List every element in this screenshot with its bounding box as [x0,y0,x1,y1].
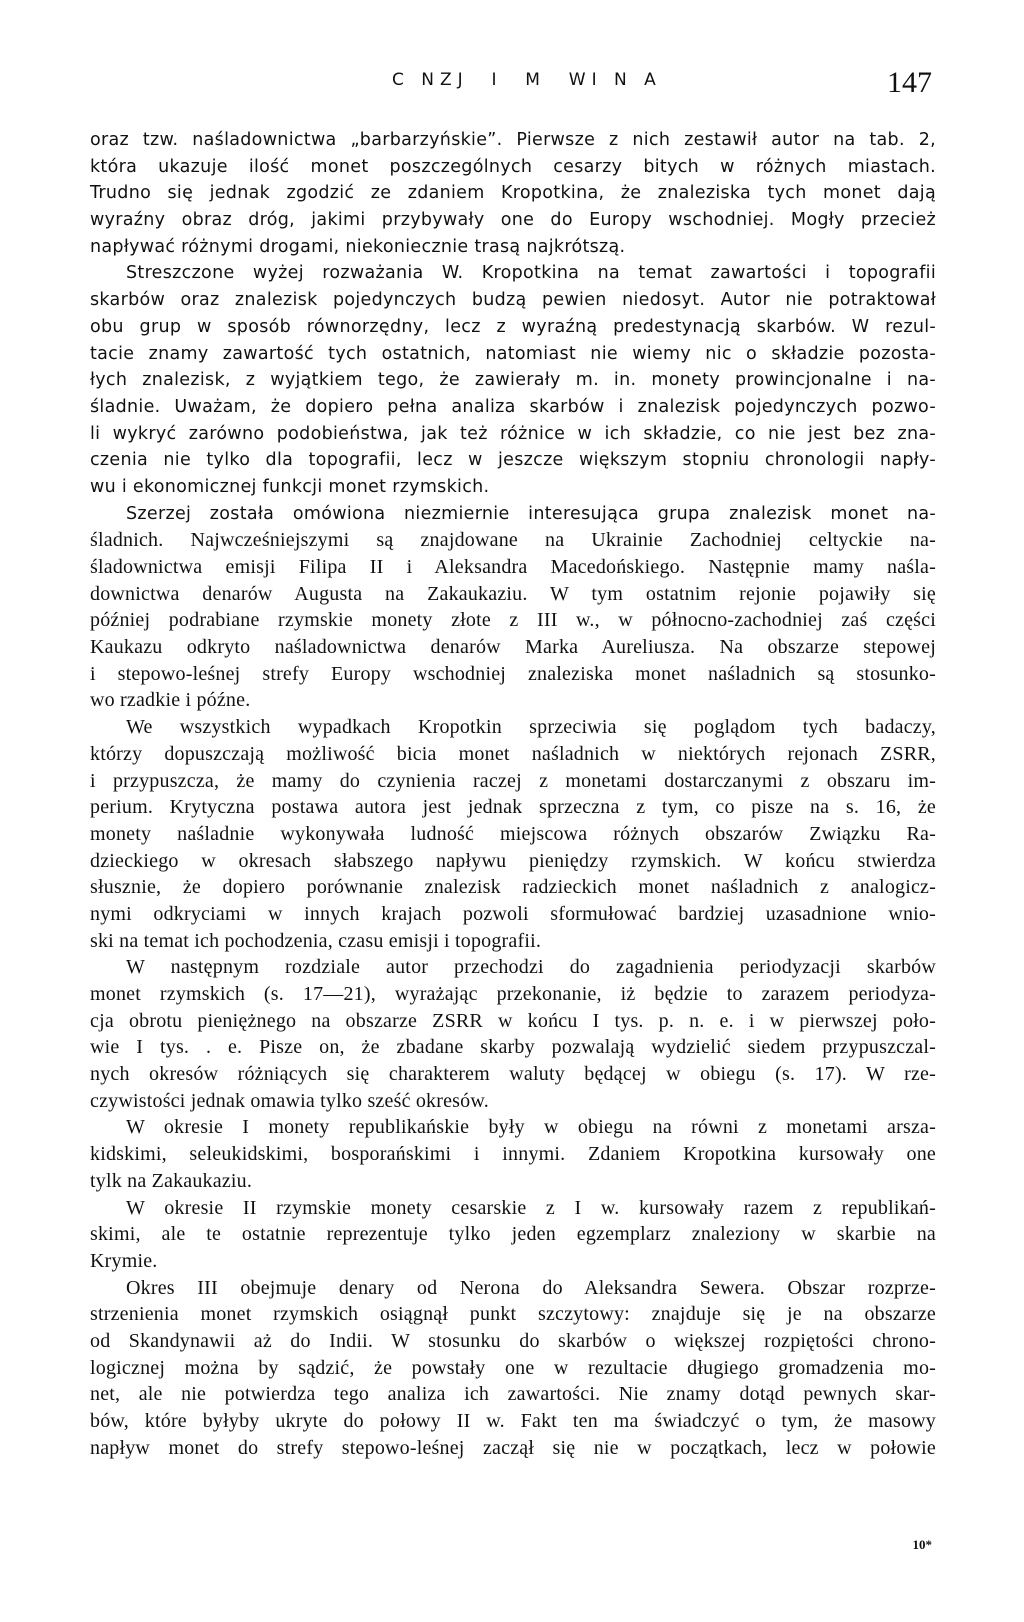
text-line: śladnie. Uważam, że dopiero pełna analiza skarbów i znalezisk pojedynczych pozwo- [90,396,936,417]
text-line: wyraźny obraz dróg, jakimi przybywały one do Europy wschodniej. Mogły przecież [90,210,936,231]
text-line: Szerzej została omówiona niezmiernie interesująca grupa znalezisk monet na- [126,503,936,524]
text-line: śladownictwa emisji Filipa II i Aleksandra Macedońskiego. Następnie mamy naśla- [90,556,936,578]
text-line: później podrabiane rzymskie monety złote z III w., w północno-zachodniej zaś części [90,609,936,632]
page-header [0,66,1024,106]
text-line: którzy dopuszczają możliwość bicia monet naśladnich w niektórych rejonach ZSRR, [90,742,936,765]
signature-mark: 10* [912,1537,932,1552]
text-line: li wykryć zarówno podobieństwa, jak też różnice w ich składzie, co nie jest bez zna- [90,423,936,444]
text-line: śladnich. Najwcześniejszymi są znajdowane na Ukrainie Zachodniej celtyckie na- [90,529,936,552]
text-line: nymi odkryciami w innych krajach pozwoli sformułować bardziej uzasadnione wnio- [90,902,936,925]
text-line: skarbów oraz znalezisk pojedynczych budzą pewien niedosyt. Autor nie potraktował [90,290,936,311]
text-line: Kaukazu odkryto naśladownictwa denarów Marka Aureliusza. Na obszarze stepowej [90,636,936,659]
page-number: 147 [887,66,932,99]
text-line: logicznej można by sądzić, że powstały one w rezultacie długiego gromadzenia mo- [90,1356,936,1379]
text-line: obu grup w sposób równorzędny, lecz z wyraźną predestynacją skarbów. W rezul- [90,316,936,337]
text-line: Trudno się jednak zgodzić ze zdaniem Kropotkina, że znaleziska tych monet dają [90,183,936,204]
text-line: napływać różnymi drogami, niekoniecznie trasą najkrótszą. [90,236,626,257]
text-line: monety naśladnie wykonywała ludność miejscowa różnych obszarów Związku Ra- [90,822,936,845]
text-line: monet rzymskich (s. 17—21), wyrażając przekonanie, iż będzie to zarazem periodyza- [90,983,936,1005]
text-line: W następnym rozdziale autor przechodzi do zagadnienia periodyzacji skarbów [126,956,936,979]
text-line: czenia nie tylko dla topografii, lecz w jeszcze większym stopniu chronologii napły- [90,450,936,471]
text-line: skimi, ale te ostatnie reprezentuje tylko jeden egzemplarz znaleziony w skarbie na [90,1223,936,1246]
text-line: wu i ekonomicznej funkcji monet rzymskich. [90,476,490,497]
text-line: Krymie. [90,1249,158,1272]
text-line: ski na temat ich pochodzenia, czasu emisji i topografii. [90,929,542,952]
text-line: W okresie I monety republikańskie były w obiegu na równi z monetami arsza- [126,1116,936,1139]
text-line: czywistości jednak omawia tylko sześć okresów. [90,1089,489,1112]
text-line: nych okresów różniących się charakterem waluty będącej w obiegu (s. 17). W rze- [90,1063,936,1086]
text-line: Okres III obejmuje denary od Nerona do Aleksandra Sewera. Obszar rozprze- [126,1276,936,1299]
text-line: oraz tzw. naśladownictwa „barbarzyńskie”. Pierwsze z nich zestawił autor na tab. 2, [90,130,936,150]
body-text [90,127,936,1461]
text-line: We wszystkich wypadkach Kropotkin sprzeciwia się poglądom tych badaczy, [126,716,936,739]
text-line: łych znalezisk, z wyjątkiem tego, że zawierały m. in. monety prowincjonalne i na- [90,370,936,391]
text-line: tylk na Zakaukaziu. [90,1169,253,1192]
text-line: perium. Krytyczna postawa autora jest jednak sprzeczna z tym, co pisze na s. 16, że [90,796,936,819]
text-line: napływ monet do strefy stepowo-leśnej zaczął się nie w początkach, lecz w połowie [90,1436,936,1459]
text-line: downictwa denarów Augusta na Zakaukaziu. W tym ostatnim rejonie pojawiły się [90,582,936,605]
text-line: i przypuszcza, że mamy do czynienia raczej z monetami dostarczanymi z obszaru im- [90,769,936,792]
text-line: wo rzadkie i późne. [90,689,251,712]
text-line: i stepowo-leśnej strefy Europy wschodniej znaleziska monet naśladnich są stosunko- [90,662,936,685]
text-line: od Skandynawii aż do Indii. W stosunku do skarbów o większej rozpiętości chrono- [90,1329,936,1352]
text-line: tacie znamy zawartość tych ostatnich, natomiast nie wiemy nic o składzie pozosta- [90,343,936,364]
text-line: która ukazuje ilość monet poszczególnych cesarzy bitych w różnych miastach. [90,156,936,177]
text-line: strzenienia monet rzymskich osiągnął punkt szczytowy: znajduje się je na obszarze [90,1303,936,1326]
text-line: cja obrotu pieniężnego na obszarze ZSRR w końcu I tys. p. n. e. i w pierwszej poło- [90,1009,936,1032]
text-line: bów, które byłyby ukryte do połowy II w. Fakt ten ma świadczyć o tym, że masowy [90,1410,936,1432]
text-line: dzieckiego w okresach słabszego napływu pieniędzy rzymskich. W końcu stwierdza [90,849,936,872]
text-line: kidskimi, seleukidskimi, bosporańskimi i innymi. Zdaniem Kropotkina kursowały one [90,1143,936,1166]
text-line: słusznie, że dopiero porównanie znalezisk radzieckich monet naśladnich z analogicz- [90,876,936,899]
text-line: net, ale nie potwierdza tego analiza ich zawartości. Nie znamy dotąd pewnych skar- [90,1383,936,1406]
running-head: C NZJ I M WI N A [392,70,662,90]
text-line: Streszczone wyżej rozważania W. Kropotkina na temat zawartości i topografii [126,263,936,284]
text-line: wie I tys. . e. Pisze on, że zbadane skarby pozwalają wydzielić siedem przypuszczal- [90,1036,936,1059]
text-line: W okresie II rzymskie monety cesarskie z I w. kursowały razem z republikań- [126,1196,936,1219]
